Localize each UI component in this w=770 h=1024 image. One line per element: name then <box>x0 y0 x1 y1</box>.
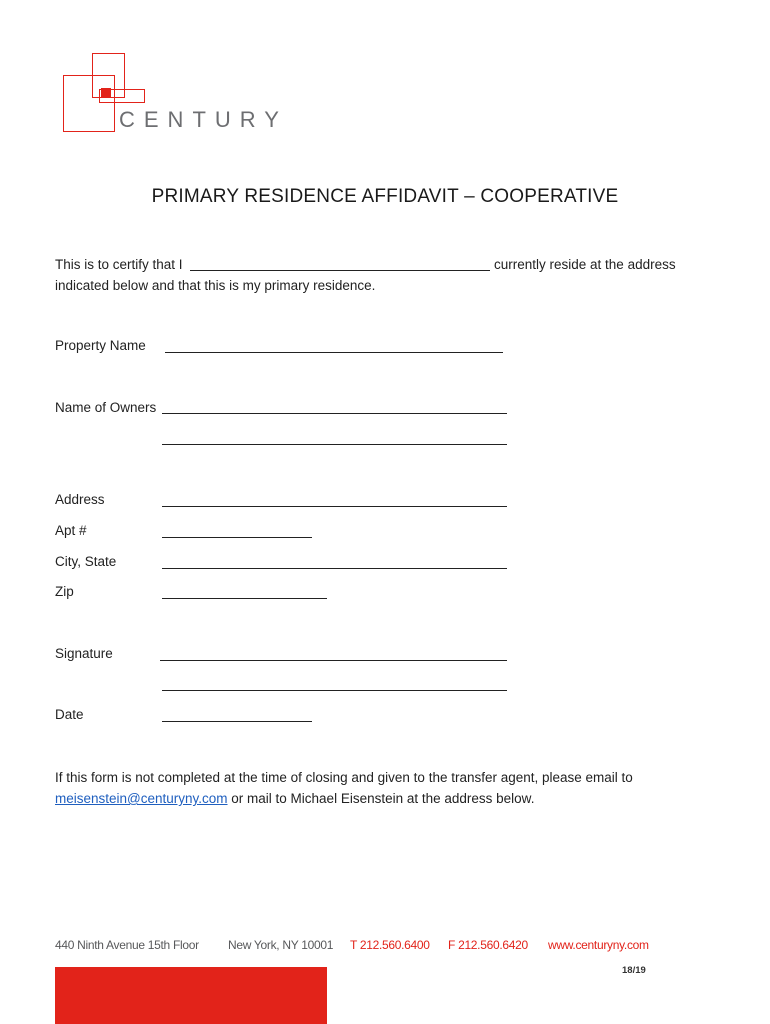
certify-line-1 <box>55 254 183 275</box>
property-name-label: Property Name <box>55 338 146 353</box>
page-title: PRIMARY RESIDENCE AFFIDAVIT – COOPERATIVE <box>151 186 619 207</box>
owners-line-1[interactable] <box>162 413 507 414</box>
footer-city: New York, NY 10001 <box>228 938 334 952</box>
footer-phone: T 212.560.6400 <box>350 938 430 952</box>
zip-line[interactable] <box>162 598 327 599</box>
owners-line-2[interactable] <box>162 444 507 445</box>
footer-website-link[interactable]: www.centuryny.com <box>548 938 649 952</box>
note-line-2 <box>55 788 534 809</box>
note-line-2-rest: or mail to Michael Eisenstein at the address below. <box>227 791 535 806</box>
certify-prefix: This is to certify that I <box>55 257 183 272</box>
logo-text: CENTURY <box>119 107 288 132</box>
certify-line-2: indicated below and that this is my primary residence. <box>55 278 376 293</box>
address-line[interactable] <box>162 506 507 507</box>
footer-red-block <box>55 967 327 1024</box>
email-link[interactable]: meisenstein@centuryny.com <box>55 791 228 806</box>
name-of-owners-label: Name of Owners <box>55 400 157 415</box>
logo-fill-square <box>101 88 111 97</box>
certify-name-line[interactable] <box>190 270 490 271</box>
apt-line[interactable] <box>162 537 312 538</box>
zip-label: Zip <box>55 584 74 599</box>
city-state-line[interactable] <box>162 568 507 569</box>
certify-suffix: currently reside at the address <box>494 257 676 272</box>
signature-line-2[interactable] <box>162 690 507 691</box>
footer-address: 440 Ninth Avenue 15th Floor <box>55 938 199 952</box>
note-line-1: If this form is not completed at the time of closing and given to the transfer agent, please email to <box>55 770 633 785</box>
address-label: Address <box>55 492 105 507</box>
apt-label: Apt # <box>55 523 87 538</box>
date-line[interactable] <box>162 721 312 722</box>
footer-fax: F 212.560.6420 <box>448 938 528 952</box>
signature-label: Signature <box>55 646 113 661</box>
property-name-line[interactable] <box>165 352 503 353</box>
century-logo <box>55 45 295 140</box>
date-label: Date <box>55 707 84 722</box>
page-number: 18/19 <box>622 965 646 976</box>
city-state-label: City, State <box>55 554 117 569</box>
signature-line-1[interactable] <box>160 660 507 661</box>
